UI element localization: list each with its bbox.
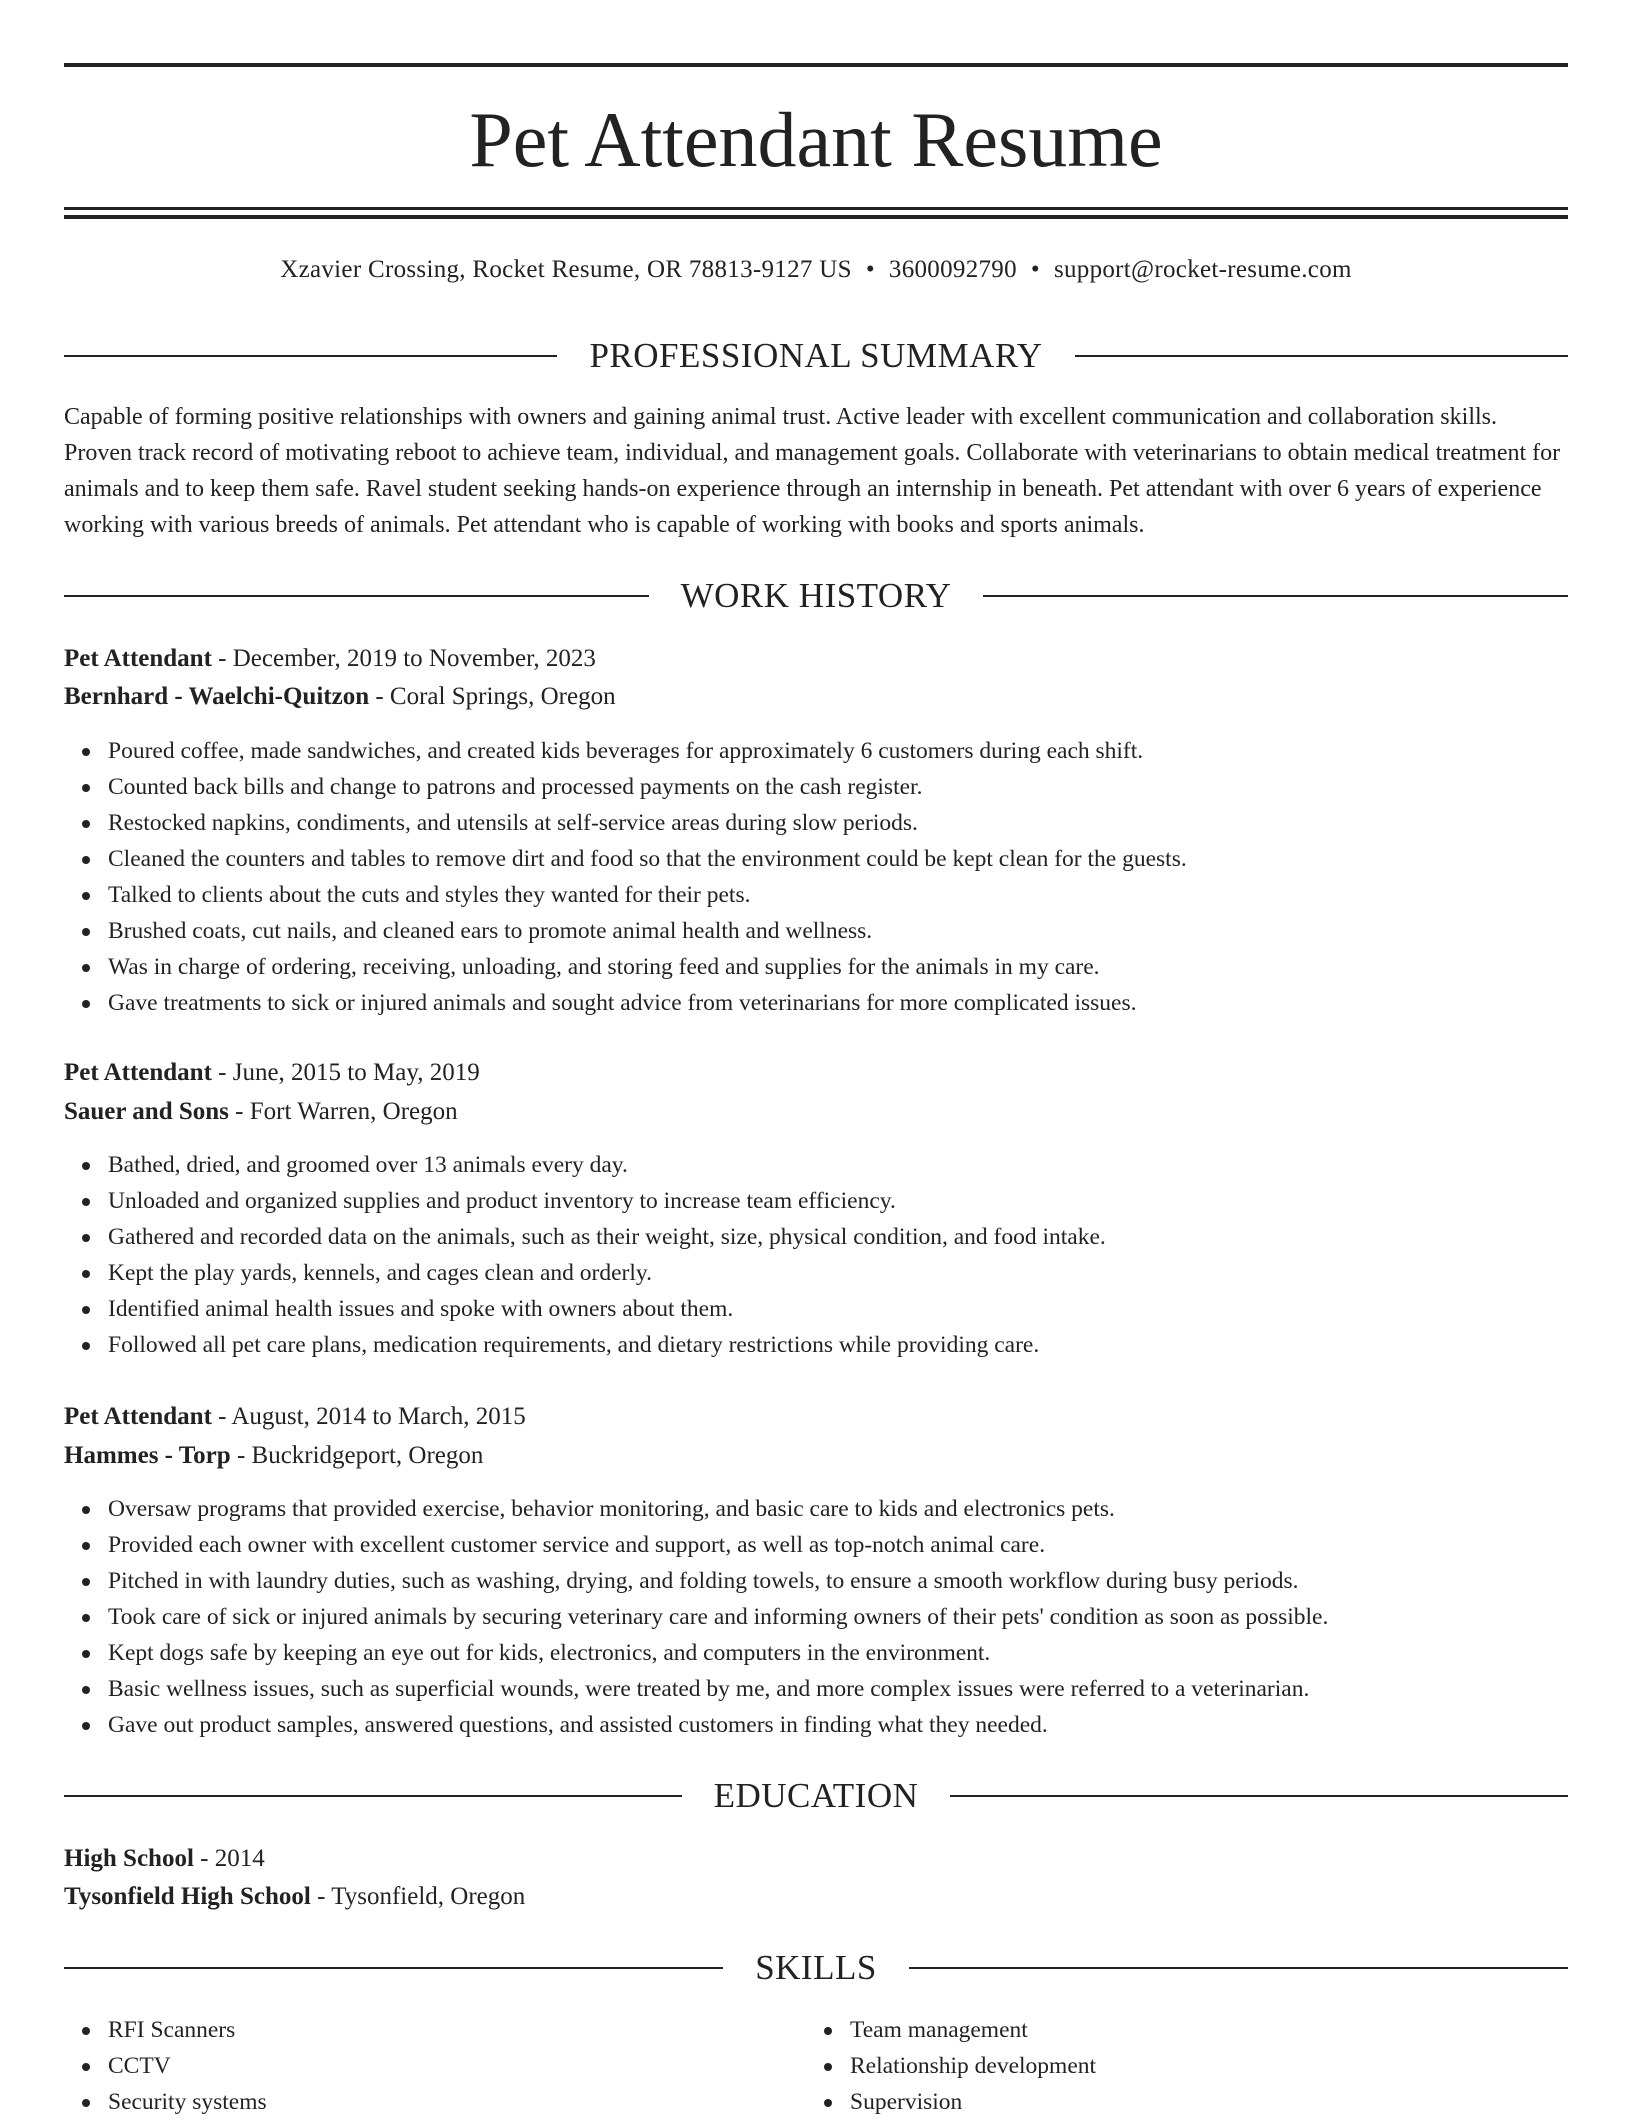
- heading-rule-right: [909, 1967, 1568, 1969]
- list-item: Identified animal health issues and spoke with owners about them.: [108, 1291, 1612, 1327]
- education-year: - 2014: [193, 1845, 265, 1872]
- list-item: Gave out product samples, answered questions, and assisted customers in finding what they needed.: [108, 1707, 1612, 1743]
- job-title: Pet Attendant: [64, 645, 212, 672]
- list-item: Pitched in with laundry duties, such as washing, drying, and folding towels, to ensure a smooth workflow during busy periods.: [108, 1563, 1612, 1599]
- top-rule: [64, 63, 1568, 67]
- job-duties-list: [64, 1491, 1612, 1743]
- contact-line: [64, 252, 1568, 288]
- job-title: Pet Attendant: [64, 1403, 212, 1430]
- section-title: WORK HISTORY: [680, 576, 952, 615]
- list-item: Kept dogs safe by keeping an eye out for kids, electronics, and computers in the environment.: [108, 1635, 1612, 1671]
- list-item: Was in charge of ordering, receiving, unloading, and storing feed and supplies for the animals in my care.: [108, 949, 1612, 985]
- list-item: Bathed, dried, and groomed over 13 animals every day.: [108, 1147, 1612, 1183]
- education-school: Tysonfield High School: [64, 1883, 311, 1910]
- job-dates: - August, 2014 to March, 2015: [211, 1403, 526, 1430]
- education-degree-line: [64, 1841, 1568, 1877]
- skill-item: RFI Scanners: [108, 2012, 808, 2048]
- skill-item: Security systems: [108, 2084, 808, 2120]
- education-degree: High School: [64, 1845, 194, 1872]
- list-item: Counted back bills and change to patrons and processed payments on the cash register.: [108, 769, 1612, 805]
- heading-rule-right: [1075, 355, 1568, 357]
- education-school-line: [64, 1879, 1568, 1915]
- job-title-line: [64, 641, 1568, 677]
- list-item: Unloaded and organized supplies and product inventory to increase team efficiency.: [108, 1183, 1612, 1219]
- title-double-rule: [64, 207, 1568, 219]
- list-item: Cleaned the counters and tables to remove dirt and food so that the environment could be kept clean for the guests.: [108, 841, 1612, 877]
- job-title-line: [64, 1399, 1568, 1435]
- skills-list-right: [806, 2012, 1550, 2120]
- job-company-line: [64, 1094, 1568, 1130]
- list-item: Followed all pet care plans, medication requirements, and dietary restrictions while providing care.: [108, 1327, 1612, 1363]
- heading-rule-left: [64, 355, 557, 357]
- list-item: Took care of sick or injured animals by securing veterinary care and informing owners of their pets' condition as soon as possible.: [108, 1599, 1612, 1635]
- section-title: EDUCATION: [713, 1776, 919, 1815]
- list-item: Kept the play yards, kennels, and cages clean and orderly.: [108, 1255, 1612, 1291]
- section-heading-education: [64, 1772, 1568, 1820]
- job-company: Bernhard - Waelchi-Quitzon: [64, 683, 370, 710]
- skill-item: CCTV: [108, 2048, 808, 2084]
- contact-address: Xzavier Crossing, Rocket Resume, OR 78813-9127 US: [280, 256, 852, 283]
- list-item: Gathered and recorded data on the animals, such as their weight, size, physical condition, and food intake.: [108, 1219, 1612, 1255]
- section-heading-work-history: [64, 572, 1568, 620]
- section-heading-skills: [64, 1944, 1568, 1992]
- contact-email: support@rocket-resume.com: [1053, 256, 1352, 283]
- list-item: Restocked napkins, condiments, and utensils at self-service areas during slow periods.: [108, 805, 1612, 841]
- list-item: Brushed coats, cut nails, and cleaned ears to promote animal health and wellness.: [108, 913, 1612, 949]
- contact-separator: •: [865, 256, 875, 283]
- contact-separator: •: [1030, 256, 1040, 283]
- heading-rule-right: [950, 1795, 1568, 1797]
- job-company-line: [64, 1438, 1568, 1474]
- job-title: Pet Attendant: [64, 1059, 212, 1086]
- skill-item: Relationship development: [850, 2048, 1550, 2084]
- job-company-line: [64, 679, 1568, 715]
- list-item: Oversaw programs that provided exercise, behavior monitoring, and basic care to kids and electronics pets.: [108, 1491, 1612, 1527]
- list-item: Talked to clients about the cuts and styles they wanted for their pets.: [108, 877, 1612, 913]
- section-title: SKILLS: [755, 1948, 877, 1987]
- heading-rule-left: [64, 1795, 682, 1797]
- job-title-line: [64, 1055, 1568, 1091]
- section-title: PROFESSIONAL SUMMARY: [589, 336, 1043, 375]
- job-dates: - June, 2015 to May, 2019: [211, 1059, 480, 1086]
- job-duties-list: [64, 733, 1612, 1021]
- list-item: Gave treatments to sick or injured animals and sought advice from veterinarians for more complicated issues.: [108, 985, 1612, 1021]
- skill-item: Supervision: [850, 2084, 1550, 2120]
- job-location: - Buckridgeport, Oregon: [230, 1442, 484, 1469]
- job-company: Sauer and Sons: [64, 1098, 229, 1125]
- summary-text: Capable of forming positive relationships with owners and gaining animal trust. Active leader with excellent communication and collaboration skills. Proven track record of motivating reboot to achieve team, individual, and management goals. Collaborate with veterinarians to obtain medical treatment for animals and to keep them safe. Ravel student seeking hands-on experience through an internship in beneath. Pet attendant with over 6 years of experience working with various breeds of animals. Pet attendant who is capable of working with books and sports animals.: [64, 404, 1561, 538]
- section-heading-summary: [64, 332, 1568, 380]
- heading-rule-right: [983, 595, 1568, 597]
- job-location: - Coral Springs, Oregon: [369, 683, 616, 710]
- list-item: Poured coffee, made sandwiches, and created kids beverages for approximately 6 customers during each shift.: [108, 733, 1612, 769]
- contact-phone: 3600092790: [888, 256, 1017, 283]
- job-location: - Fort Warren, Oregon: [228, 1098, 458, 1125]
- job-company: Hammes - Torp: [64, 1442, 231, 1469]
- job-duties-list: [64, 1147, 1612, 1363]
- job-dates: - December, 2019 to November, 2023: [211, 645, 596, 672]
- resume-title: Pet Attendant Resume: [469, 96, 1163, 183]
- heading-rule-left: [64, 1967, 723, 1969]
- list-item: Provided each owner with excellent customer service and support, as well as top-notch animal care.: [108, 1527, 1612, 1563]
- skills-list-left: [64, 2012, 808, 2120]
- heading-rule-left: [64, 595, 649, 597]
- list-item: Basic wellness issues, such as superficial wounds, were treated by me, and more complex issues were referred to a veterinarian.: [108, 1671, 1612, 1707]
- skill-item: Team management: [850, 2012, 1550, 2048]
- education-location: - Tysonfield, Oregon: [310, 1883, 526, 1910]
